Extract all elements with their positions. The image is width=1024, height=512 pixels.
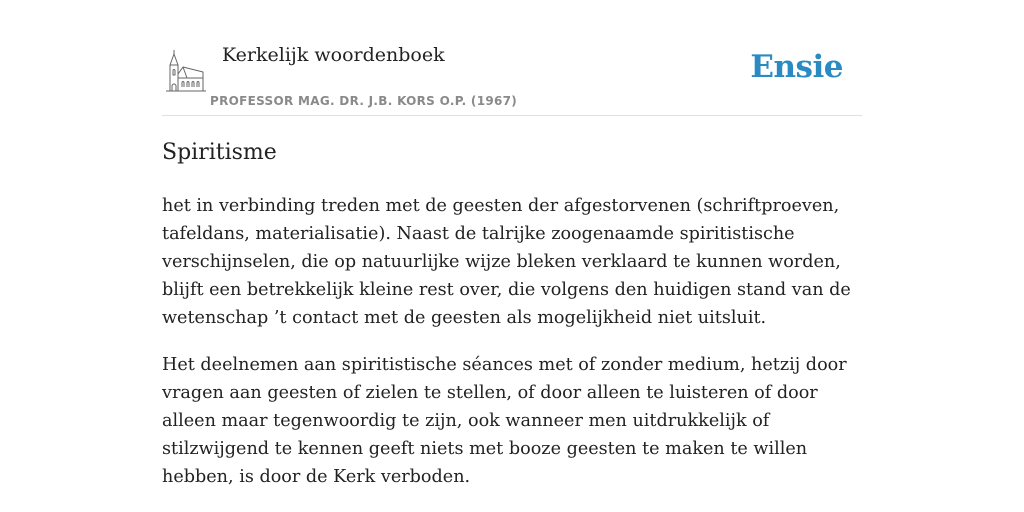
- church-icon[interactable]: [165, 49, 207, 95]
- entry-title: Spiritisme: [162, 140, 277, 165]
- header: [162, 0, 862, 116]
- book-title[interactable]: Kerkelijk woordenboek: [222, 44, 445, 66]
- entry-paragraph: het in verbinding treden met de geesten der afgestorvenen (schriftproeven, tafeldans, materialisatie). Naast de talrijke zoogenaamde spiritistische verschijnselen, die op natuurlijke wijze bleken verklaard te kunnen worden, blijft een betrekkelijk kleine rest over, die volgens den huidigen stand van de wetenschap ’t contact met de geesten als mogelijkheid niet uitsluit.: [162, 196, 851, 328]
- entry-paragraph: Het deelnemen aan spiritistische séances met of zonder medium, hetzij door vragen aan geesten of zielen te stellen, of door alleen te luisteren of door alleen maar tegenwoordig te zijn, ook wanneer men uitdrukkelijk of stilzwijgend te kennen geeft niets met booze geesten te maken te willen hebben, is door de Kerk verboden.: [162, 355, 847, 487]
- author-credit: PROFESSOR MAG. DR. J.B. KORS O.P. (1967): [210, 94, 518, 108]
- ensie-logo[interactable]: Ensie: [750, 49, 843, 85]
- content-container: [162, 0, 862, 487]
- entry-body: [162, 192, 862, 510]
